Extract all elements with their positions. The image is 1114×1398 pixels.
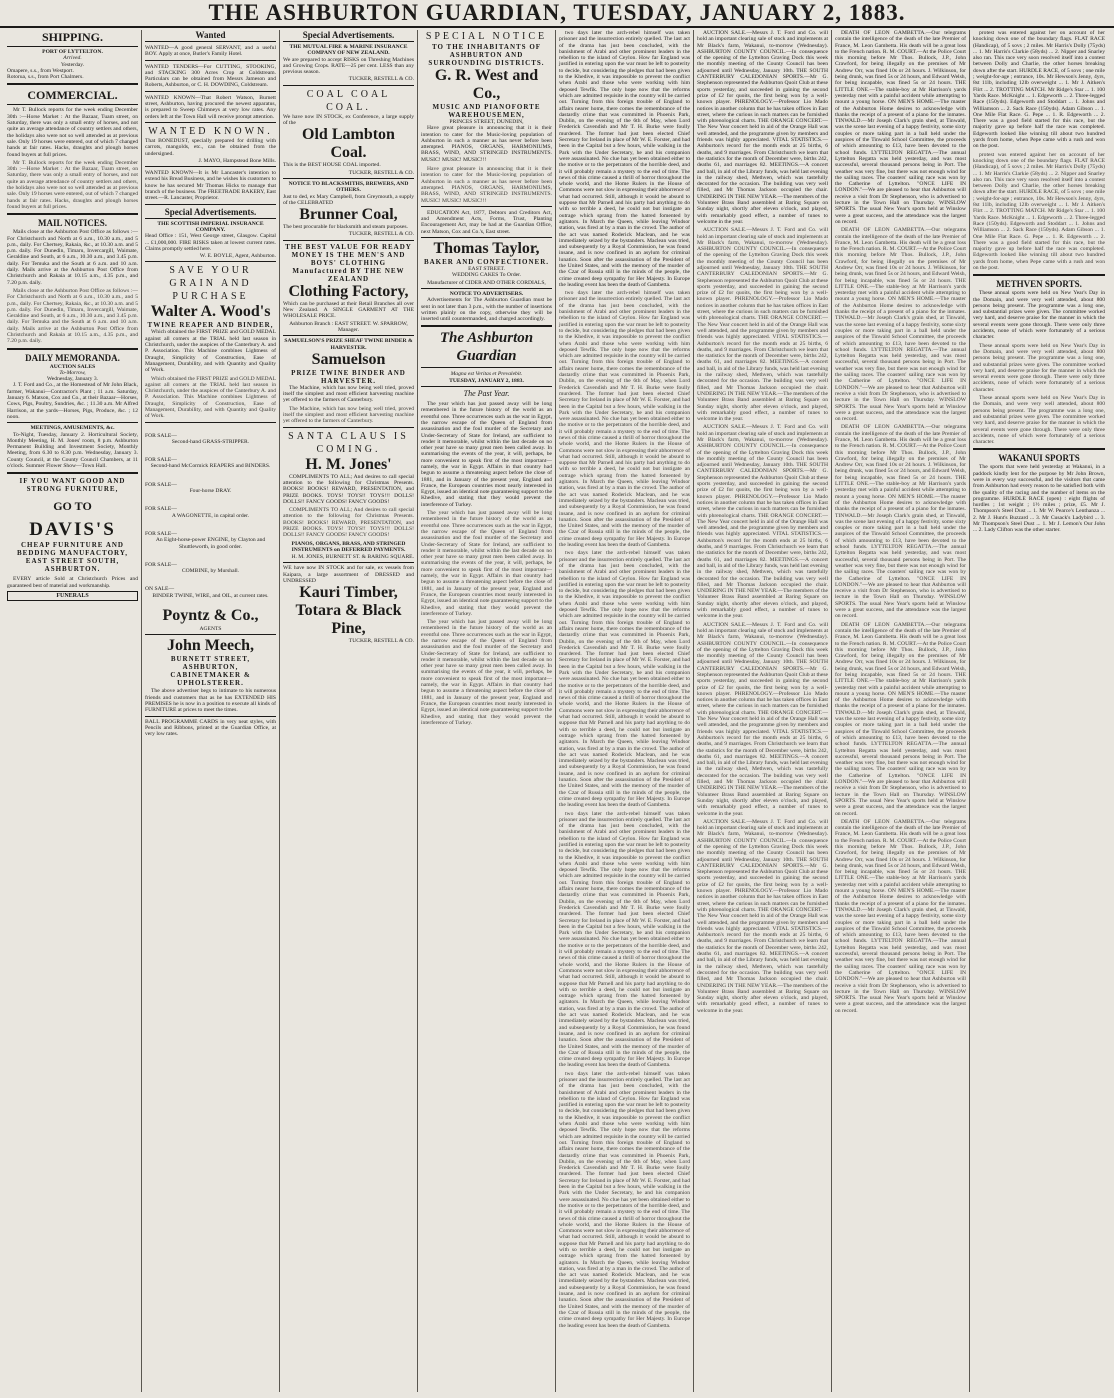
west-name: G. R. West and Co., (434, 67, 539, 102)
clothing-factory-name: Clothing Factory, (288, 282, 409, 300)
special-ads-heading: Special Advertisements. (145, 207, 276, 219)
for-sale-item: COMBINE, by Murshall. (181, 568, 240, 575)
davis-go-to: GO TO (53, 499, 92, 514)
meech-text: The above advertiser begs to intimate to his numerous friends and customers that as he has EXTENDED HIS PREMISES he is now in a position to execute all kinds of FURNITURE at prices to meet the times. (145, 687, 276, 716)
samuelson-text: The Machine, which has now being well tried, proved itself the simplest and most efficient harvesting machine yet offered to the farmers of Canterbury. (283, 384, 414, 404)
davis-intro: IF YOU WANT GOOD AND STRONG FURNITURE, (19, 477, 126, 494)
commercial-report-cont: Mr T. Bullock reports for the week ending December 30th :—Horse Market : At the Bazaar, Tuam street, on Saturday, there was only a small entry of horses, and not quite an average attendance of country settlers and others, the holidays also were not so well attended as at previous sale. Only 19 horses were entered, out of which 7 changed hands at fair rates. Hacks, draughts and plough horses found buyers at full prices. (7, 159, 138, 210)
column-1 (4, 30, 142, 1392)
sports-results: protest was entered against her on account of her knocking down one of the boundary flags. FLAT RACE (Handicap), of 5 sovs ; 2 miles. Mr Harris's Dolly (75yds) ... 1. Mr Harris's Clarkie (58yds) ... 2. Nipper and Snarley also ran. This race very soon resolved itself into a contest between Dolly and Charlie, the other horses breaking down after the start. HURDLE RACE, of 5 sovs ; one mile ; weight-for-age ; entrance, 10s. Mr Hewson's Jenny, 4yrs, 8st 11lb, including 12lb overweight ... 1. Mr J. Aitken's Flirt ... 2. TROTTING MATCH. Mr Ridge's Star ... 1. 100 Yards Race. McKnight ... 1. Edgeworth ... 2. Three-legged Race (150yds). Edgeworth and Stoddart ... 1. Johns and Williamson ... 2. Sack Race (150yds). Adam Gibson ... 1. One Mile Flat Race. G. Pepe ... 1. R. Edgeworth ... 2. There was a good field started for this race, but the majority gave up before half the race was completed. Edgeworth looked like winning till about two hundred yards from home, when Pepe came with a rush and won on the post. (973, 30, 1105, 150)
scottish-insurance-signature: W. E. BOYLE, Agent, Ashburton. (145, 252, 276, 262)
wanted-heading: Wanted (145, 30, 276, 42)
commercial-heading: COMMERCIAL. (27, 88, 118, 103)
commercial-report: Mr T. Bullock reports for the week ending December 30th :—Horse Market : At the Bazaar, Tuam street, on Saturday, there was only a small entry of horses, and not quite an average attendance of country settlers and others, the holidays also were not so well attended as at previous sale. Only 19 horses were entered, out of which 7 changed hands at fair rates. Hacks, draughts and plough horses found buyers at full prices. (7, 107, 138, 158)
clothing-factory-text: Which can be purchased at their Retail Branches all over New Zealand. A SINGLE GARMENT AT THE WHOLESALE PRICE. (283, 300, 414, 320)
to-inhabitants-line: TO THE INHABITANTS OF ASHBURTON AND SURROUNDING DISTRICTS. (428, 43, 545, 67)
twine-reaper-subtitle: TWINE REAPER AND BINDER, (147, 321, 274, 330)
coal-text: We have now IN STOCK, ex Conference, a large supply of the (283, 113, 414, 127)
jones-text: COMPLIMENTS TO ALL; And desires to call special attention to the following for Christmas Presents. BOOKS! BOOKS! REWARD, PRESENTATION, and PRIZE BOOKS. TOYS! TOYS!! TOYS!!! DOLLS! DOLLS!! FANCY GOODS! FANCY GOODS! (283, 473, 414, 505)
wanted-ad: WANTED—A good general SERVANT, and a useful BOY. Apply at once, Butler's Family Hotel. (145, 44, 276, 61)
newspaper-columns (4, 30, 1110, 1392)
west-address: PRINCES STREET, DUNEDIN, (449, 119, 524, 125)
arrived-label: Arrived. (63, 55, 82, 62)
column-4 (418, 30, 556, 1392)
local-news-2: AUCTION SALE.—Messrs J. T. Ford and Co. will hold an important clearing sale of stock and implements at Mr Black's farm, Wakanui, to-morrow (Wednesday). ASHBURTON COUNTY COUNCIL.—In consequence of the opening of the Lyttelton Graving Dock this week the monthly meeting of the County Council has been adjourned until Wednesday, January 10th. THE SOUTH CANTERBURY CALEDONIAN SPORTS.—Mr G. Stephenson represented the Ashburton Quoit Club at these sports yesterday, and succeeded in gaining the second prize of £2 for quoits, the first being won by a well-known player. PHRENOLOGY.—Professor Lio Mado notices in another column that he has taken offices in East street, where the curious in such matters can be furnished with phrenological charts. THE ORANGE CONCERT.—The New Year concert held in aid of the Orange Hall was well attended, and the programme given by members and friends was highly appreciated. VITAL STATISTICS.—Ashburton's record for the month ends at 25 births, 6 deaths, and 9 marriages. From Christchurch we learn that the statistics for the month of December were, births 242, deaths 61, and marriages 82. MEETINGS.—A concert and ball, in aid of the Library funds, was held last evening in the railway shed, Methven, which was tastefully decorated for the occasion. The building was very well filled, and Mr Thomas Jackson occupied the chair. UNDERING IN THE NEW YEAR.—The members of the Volunteer Brass Band assembled at Baring Square on Sunday night, shortly after eleven o'clock, and played, with remarkably good effect, a number of tunes to welcome in the year. (697, 227, 829, 423)
for-sale-item: Second-hand McCormick REAPERS and BINDERS. (150, 463, 271, 470)
meech-trade: CABINETMAKER & UPHOLSTERER. (170, 671, 251, 688)
meech-address: BURNETT STREET, ASHBURTON, (170, 655, 251, 672)
arrival-entry: Omapere, s.s., from Westport. (7, 67, 74, 74)
shipping-heading: SHIPPING. (41, 30, 103, 44)
for-sale-label: FOR SALE— (145, 530, 177, 537)
coal-signature: TUCKER, RESTELL & CO. (283, 169, 414, 179)
local-news-b-5: DEATH OF LEON GAMBETTA.—Our telegrams contain the intelligence of the death of the late Premier of France, M. Leon Gambetta. His death will be a great loss to the French nation. R. M. COURT.—At the Police Court this morning before Mr Thos. Bullock, J.P., John Crawford, for being illegally on the premises of Mr Andrew Orr, was fined 10s or 24 hours. J. Wilkinson, for being drunk, was fined 5s or 24 hours, and Edward Welsh, for being incapable, was fined 5s or 24 hours. THE LITTLE ONE.—The stable-boy at Mr Harrison's yards yesterday met with a painful accident while attempting to mount a young horse. ON MEN'S HOME.—The master of the Ashburton Home desires to acknowledge with thanks the receipt of a present of a piano for the inmates. TINWALD.—Mr Joseph Clark's grain shed, at Tinwald, was the scene last evening of a happy festivity, some sixty couples or more taking part in a ball held under the auspices of the Tinwald School Committee, the proceeds of which amounting to £13, have been devoted to the school funds. LYTTELTON REGATTA.—The annual Lyttelton Regatta was held yesterday, and was most successful, several thousand persons being in Port. The weather was very fine, but there was not enough wind for the sailing races. The coasters' sailing race was won by the Catherine of Lyttelton. "ONCE LIFE IN LONDON."—We are pleased to hear that Ashburton will receive a visit from Dr Stephenson, who is advertised to lecture in the Town Hall on Thursday. WINSLOW SPORTS. The usual New Year's sports held at Winslow were a great success, and the attendance was the largest on record. (835, 818, 966, 1014)
paper-nameplate: The Ashburton Guardian (421, 325, 552, 368)
paper-date: TUESDAY, JANUARY 2, 1883. (421, 378, 552, 387)
santa-heading: SANTA CLAUS IS COMING. (288, 430, 409, 455)
jones-text-cont: COMPLIMENTS TO ALL; And desires to call special attention to the following for Christmas Presents. BOOKS! BOOKS! REWARD, PRESENTATION, and PRIZE BOOKS. TOYS! TOYS!! TOYS!!! DOLLS! DOLLS!! FANCY GOODS! FANCY GOODS! (283, 507, 414, 539)
for-sale-label: FOR SALE— (145, 506, 177, 513)
blacksmiths-notice-title: NOTICE TO BLACKSMITHS, BREWERS, AND OTHERS. (288, 180, 409, 194)
wanted-ad: WANTED KNOWN—It is Mr Lancaster's intention to extend his Bread Business, and he wishes his customers to know he has secured Mr Thomas Hicks to manage that branch of the business. The FREETRADE BAKERY, East street.—R. Lancaster, Proprietor. (145, 169, 276, 204)
sports-results-2: protest was entered against her on account of her knocking down one of the boundary flags. FLAT RACE (Handicap), of 5 sovs ; 2 miles. Mr Harris's Dolly (75yds) ... 1. Mr Harris's Clarkie (58yds) ... 2. Nipper and Snarley also ran. This race very soon resolved itself into a contest between Dolly and Charlie, the other horses breaking down after the start. HURDLE RACE, of 5 sovs ; one mile ; weight-for-age ; entrance, 10s. Mr Hewson's Jenny, 4yrs, 8st 11lb, including 12lb overweight ... 1. Mr J. Aitken's Flirt ... 2. TROTTING MATCH. Mr Ridge's Star ... 1. 100 Yards Race. McKnight ... 1. Edgeworth ... 2. Three-legged Race (150yds). Edgeworth and Stoddart ... 1. Johns and Williamson ... 2. Sack Race (150yds). Adam Gibson ... 1. One Mile Flat Race. G. Pepe ... 1. R. Edgeworth ... 2. There was a good field started for this race, but the majority gave up before half the race was completed. Edgeworth looked like winning till about two hundred yards from home, when Pepe came with a rush and won on the post. (973, 151, 1105, 271)
advertisers-notice-heading: NOTICE TO ADVERTISERS. (449, 290, 524, 297)
mail-notices-text-cont: Mails close at the Ashburton Post Office as follows :— For Christchurch and North at 6 a.m., 10.30 a.m., and 5 p.m., daily. For Chertsey, Rakaia, &c., at 10.30 a.m. and 5 p.m. daily. For Dunedin, Timaru, Invercargill, Waimate, Geraldine and South, at 6 a.m., 10.30 a.m., and 3.45 p.m. daily. For Temuka and the South at 6 a.m. and 10 a.m. daily. Mails arrive at the Ashburton Post Office from Christchurch and Rakaia at 10.15 a.m., 4.35 p.m., and 7.20 p.m. daily. (7, 287, 138, 345)
column-8 (970, 30, 1108, 1392)
local-news-b: DEATH OF LEON GAMBETTA.—Our telegrams contain the intelligence of the death of the late Premier of France, M. Leon Gambetta. His death will be a great loss to the French nation. R. M. COURT.—At the Police Court this morning before Mr Thos. Bullock, J.P., John Crawford, for being illegally on the premises of Mr Andrew Orr, was fined 10s or 24 hours. J. Wilkinson, for being drunk, was fined 5s or 24 hours, and Edward Welsh, for being incapable, was fined 5s or 24 hours. THE LITTLE ONE.—The stable-boy at Mr Harrison's yards yesterday met with a painful accident while attempting to mount a young horse. ON MEN'S HOME.—The master of the Ashburton Home desires to acknowledge with thanks the receipt of a present of a piano for the inmates. TINWALD.—Mr Joseph Clark's grain shed, at Tinwald, was the scene last evening of a happy festivity, some sixty couples or more taking part in a ball held under the auspices of the Tinwald School Committee, the proceeds of which amounting to £13, have been devoted to the school funds. LYTTELTON REGATTA.—The annual Lyttelton Regatta was held yesterday, and was most successful, several thousand persons being in Port. The weather was very fine, but there was not enough wind for the sailing races. The coasters' sailing race was won by the Catherine of Lyttelton. "ONCE LIFE IN LONDON."—We are pleased to hear that Ashburton will receive a visit from Dr Stephenson, who is advertised to lecture in the Town Hall on Thursday. WINSLOW SPORTS. The usual New Year's sports held at Winslow were a great success, and the attendance was the largest on record. (835, 30, 966, 225)
wanted-ad-signature: J. MAYO, Hampstead Bone Mills. (145, 157, 276, 167)
for-sale-label: FOR SALE— (145, 481, 177, 488)
column-2 (142, 30, 280, 1392)
on-sale-label: ON SALE— (145, 586, 175, 593)
editorial-title: The Past Year. (463, 389, 510, 399)
port-heading: PORT OF LYTTELTON. (42, 49, 103, 55)
wood-name: Walter A. Wood's (150, 303, 271, 321)
column-3 (280, 30, 418, 1392)
meetings-heading: MEETINGS, AMUSEMENTS, &c. (30, 425, 115, 432)
west-text-cont: Have great pleasure in announcing that it is their intention to cater for the Music-loving population of Ashburton in such a manner as has never before been attempted. PIANOS, ORGANS, HARMONIUMS, BRASS, WIND, AND STRINGED INSTRUMENTS. MUSIC! MUSIC! MUSIC!!! (421, 165, 552, 207)
poyntz-name: Poyntz & Co., (162, 607, 259, 625)
wakanui-sports-text: The sports that were held yesterday at Wakanui, in a paddock kindly lent for the purpose by Mr John Brown, were in every way successful, and the visitors that came from Ashburton had every reason to be satisfied both with the quality of the racing and the number of items on the programme. HURDLE RACE (open) : eight flights of hurdles ; 1st weight ; 1½ miles ; prize, £5. Mr J. Thompson's Steel Dust ... 1. Mr W. Pearce's Lenthanza ... 2. Mr J. Hunt's Buzzard ... 3. Mr Cusack's Ladybird ... 3. Mr Thompson's Steel Dust ... 1. Mr J. Lemon's Our John ... 2. Lady Clifton was the other starter. (973, 464, 1105, 534)
memoranda-text: J. T. Ford and Co., at the Homestead of Mr John Black, farmer, Wakanui—Contractor's Plant ; 11 a.m. Saturday, January 6. Matson, Cox and Co., at their Bazaar—Horses, Cows, Pigs, Poultry, Sundries, &c. ; 11.30 a.m. Mr Alfred Harrison, at the yards—Horses, Pigs, Produce, &c. ; 12 noon. (7, 382, 138, 420)
special-ads-heading: Special Advertisements. (283, 30, 414, 42)
funerals-box: FUNERALS (7, 591, 138, 601)
poyntz-agents: AGENTS (145, 625, 276, 635)
west-subtitle: MUSIC AND PIANOFORTE WAREHOUSEMEN, (432, 103, 541, 119)
wedding-cakes: WEDDING CAKES To Order. (451, 272, 522, 279)
editorial-continued-3: two days later the arch-rebel himself was taken prisoner and the insurrection entirely quelled. The last act of the drama has just been concluded, with the banishment of Arabi and other prominent leaders in the rebellion to the island of Ceylon. How far England was justified in entering upon the war must be left to posterity to decide, but considering the pledges that had been given to the Khedive, it was impossible to prevent the conflict when Arabi and those who were working with him deposed Tewfik. The only hope now that the reforms which are admitted requisite in the country will be carried out. Turning from this foreign trouble of England to affairs nearer home, there comes the remembrance of the dastardly crime that was committed in Phoenix Park, Dublin, on the evening of the 6th of May, when Lord Frederick Cavendish and Mr T. H. Burke were foully murdered. The former had just been elected Chief Secretary for Ireland in place of Mr W. E. Forster, and had been in the Capital but a few hours, while walking in the Park with the Under Secretary, he and his companion were assassinated. No clue has yet been obtained either to the motive or to the perpetrators of the horrible deed, and it will probably remain a mystery to the end of time. The news of this crime caused a thrill of horror throughout the whole world, and the Home Rulers in the House of Commons were not slow in expressing their abhorrence of what had occurred. Still, although it would be absurd to suppose that Mr Parnell and his party had anything to do with so terrible a deed, he could not but instigate an outrage which sprang from the hatred fomented by agitators. In March the Queen, while leaving Windsor station, was fired at by a man in the crowd. The author of the act was named Roderick Maclean, and he was immediately seized by the bystanders. Maclean was tried, and subsequently by a Royal Commission, he was found insane, and is now confined in an asylum for criminal lunatics. Soon after the assassination of the President of the United States, and with the memory of the murder of the Czar of Russia still in the minds of the people, the crime created deep sympathy for Her Majesty. In Europe the leading event has been the death of Gambetta. (559, 550, 690, 809)
editorial-text: The year which has just passed away will be long remembered in the future history of the world as an eventful one. Three occurrences such as the war in Egypt, the narrow escape of the Queen of England from assassination and the foul murder of the Secretary and Under-Secretary of State for Ireland, are sufficient to render it memorable, whilst within the last decade on no other year have so many great men been called away. In summarising the events of the year, it will, perhaps, be more convenient to speak first of the most important—namely, the war in Egypt. Affairs in that country had begun to assume a threatening aspect before the close of 1881, and in January of the present year, England and France, the European countries most nearly interested in Egypt, issued an identical note guaranteeing support to the Khedive, and stating that they would prevent the interference of Turkey. (421, 401, 552, 508)
methven-sports-text: These annual sports were held on New Year's Day in the Domain, and were very well attended, about 800 persons being present. The programme was a long one, and substantial prizes were given. The committee worked very hard, and deserve praise for the manner in which the several events were gone through. There were only three accidents, none of which were fortunately of a serious character. (973, 290, 1105, 341)
wednesday-label: Wednesday, January 3. (46, 376, 99, 383)
for-sale-item: Second-hand GRASS-STRIPPER. (171, 438, 250, 445)
editorial-continued: two days later the arch-rebel himself was taken prisoner and the insurrection entirely quelled. The last act of the drama has just been concluded, with the banishment of Arabi and other prominent leaders in the rebellion to the island of Ceylon. How far England was justified in entering upon the war must be left to posterity to decide, but considering the pledges that had been given to the Khedive, it was impossible to prevent the conflict when Arabi and those who were working with him deposed Tewfik. The only hope now that the reforms which are admitted requisite in the country will be carried out. Turning from this foreign trouble of England to affairs nearer home, there comes the remembrance of the dastardly crime that was committed in Phoenix Park, Dublin, on the evening of the 6th of May, when Lord Frederick Cavendish and Mr T. H. Burke were foully murdered. The former had just been elected Chief Secretary for Ireland in place of Mr W. E. Forster, and had been in the Capital but a few hours, while walking in the Park with the Under Secretary, he and his companion were assassinated. No clue has yet been obtained either to the motive or to the perpetrators of the horrible deed, and it will probably remain a mystery to the end of time. The news of this crime caused a thrill of horror throughout the whole world, and the Home Rulers in the House of Commons were not slow in expressing their abhorrence of what had occurred. Still, although it would be absurd to suppose that Mr Parnell and his party had anything to do with so terrible a deed, he could not but instigate an outrage which sprang from the hatred fomented by agitators. In March the Queen, while leaving Windsor station, was fired at by a man in the crowd. The author of the act was named Roderick Maclean, and he was immediately seized by the bystanders. Maclean was tried, and subsequently by a Royal Commission, he was found insane, and is now confined in an asylum for criminal lunatics. Soon after the assassination of the President of the United States, and with the memory of the murder of the Czar of Russia still in the minds of the people, the crime created deep sympathy for Her Majesty. In Europe the leading event has been the death of Gambetta. (559, 30, 690, 288)
coal-heading: COAL COAL COAL. (306, 88, 391, 113)
for-sale-item: Four-horse DRAY. (189, 488, 232, 495)
methven-sports-text-2: These annual sports were held on New Year's Day in the Domain, and were very well attended, about 800 persons being present. The programme was a long one, and substantial prizes were given. The committee worked very hard, and deserve praise for the manner in which the several events were gone through. There were only three accidents, none of which were fortunately of a serious character. (973, 342, 1105, 393)
kauri-intro: WE have now IN STOCK and for sale, ex vessels from Kaipara, a large assortment of DRESSED and UNDRESSED (283, 565, 414, 585)
clothing-intro: THE BEST VALUE FOR READY MONEY IS THE MEN'S AND BOYS' CLOTHING Manufactured BY THE NEW ZEALAND (285, 242, 412, 283)
samuelson-subtitle: PRIZE TWINE BINDER AND HARVESTER. (291, 368, 406, 385)
clothing-factory-signature: Ashburton Branch : EAST STREET. W. SPARROW, Manager. (283, 320, 414, 337)
wanted-ad: WANTED TENDERS—For CUTTING, STOOKING, and STACKING 300 Acres Crop at Coldstream. Particulars can be obtained from Messrs Jameson and Roberts, Ashburton, or C. H. DOWDING, Coldstream. (145, 63, 276, 92)
editorial-continued-2: two days later the arch-rebel himself was taken prisoner and the insurrection entirely quelled. The last act of the drama has just been concluded, with the banishment of Arabi and other prominent leaders in the rebellion to the island of Ceylon. How far England was justified in entering upon the war must be left to posterity to decide, but considering the pledges that had been given to the Khedive, it was impossible to prevent the conflict when Arabi and those who were working with him deposed Tewfik. The only hope now that the reforms which are admitted requisite in the country will be carried out. Turning from this foreign trouble of England to affairs nearer home, there comes the remembrance of the dastardly crime that was committed in Phoenix Park, Dublin, on the evening of the 6th of May, when Lord Frederick Cavendish and Mr T. H. Burke were foully murdered. The former had just been elected Chief Secretary for Ireland in place of Mr W. E. Forster, and had been in the Capital but a few hours, while walking in the Park with the Under Secretary, he and his companion were assassinated. No clue has yet been obtained either to the motive or to the perpetrators of the horrible deed, and it will probably remain a mystery to the end of time. The news of this crime caused a thrill of horror throughout the whole world, and the Home Rulers in the House of Commons were not slow in expressing their abhorrence of what had occurred. Still, although it would be absurd to suppose that Mr Parnell and his party had anything to do with so terrible a deed, he could not but instigate an outrage which sprang from the hatred fomented by agitators. In March the Queen, while leaving Windsor station, was fired at by a man in the crowd. The author of the act was named Roderick Maclean, and he was immediately seized by the bystanders. Maclean was tried, and subsequently by a Royal Commission, he was found insane, and is now confined in an asylum for criminal lunatics. Soon after the assassination of the President of the United States, and with the memory of the murder of the Czar of Russia still in the minds of the people, the crime created deep sympathy for Her Majesty. In Europe the leading event has been the death of Gambetta. (559, 290, 690, 549)
lambton-coal-text: This is the BEST HOUSE COAL imported. (283, 162, 381, 169)
totara-name: Totara & Black Pine, (295, 602, 402, 638)
local-news-b-2: DEATH OF LEON GAMBETTA.—Our telegrams contain the intelligence of the death of the late Premier of France, M. Leon Gambetta. His death will be a great loss to the French nation. R. M. COURT.—At the Police Court this morning before Mr Thos. Bullock, J.P., John Crawford, for being illegally on the premises of Mr Andrew Orr, was fined 10s or 24 hours. J. Wilkinson, for being drunk, was fined 5s or 24 hours, and Edward Welsh, for being incapable, was fined 5s or 24 hours. THE LITTLE ONE.—The stable-boy at Mr Harrison's yards yesterday met with a painful accident while attempting to mount a young horse. ON MEN'S HOME.—The master of the Ashburton Home desires to acknowledge with thanks the receipt of a present of a piano for the inmates. TINWALD.—Mr Joseph Clark's grain shed, at Tinwald, was the scene last evening of a happy festivity, some sixty couples or more taking part in a ball held under the auspices of the Tinwald School Committee, the proceeds of which amounting to £13, have been devoted to the school funds. LYTTELTON REGATTA.—The annual Lyttelton Regatta was held yesterday, and was most successful, several thousand persons being in Port. The weather was very fine, but there was not enough wind for the sailing races. The coasters' sailing race was won by the Catherine of Lyttelton. "ONCE LIFE IN LONDON."—We are pleased to hear that Ashburton will receive a visit from Dr Stephenson, who is advertised to lecture in the Town Hall on Thursday. WINSLOW SPORTS. The usual New Year's sports held at Winslow were a great success, and the attendance was the largest on record. (835, 227, 966, 423)
pianos-line: PIANOS, ORGANS, BRASS, AND STRINGED INSTRUMENTS on DEFERRED PAYMENTS. (291, 540, 406, 553)
wanted-ad: WANTED KNOWN—That Robert Watson, Burnett street, Ashburton, having procured the newest apparatus, is prepared to Sweep Chimneys at very low rates. Any orders left at the Town Hall will receive prompt attention. (145, 94, 276, 123)
column-6 (694, 30, 832, 1392)
for-sale-label: FOR SALE— (145, 561, 177, 568)
paper-motto: Magna est Veritas et Prevalebit. (450, 371, 523, 378)
taylor-name: Thomas Taylor, (433, 240, 540, 258)
davis-address: EAST STREET SOUTH, ASHBURTON. (25, 557, 120, 574)
save-grain-heading: SAVE YOUR GRAIN AND PURCHASE (169, 265, 252, 303)
for-sale-label: FOR SALE— (145, 432, 177, 439)
brunner-coal-text: The best procurable for blacksmith and steam purposes. (283, 224, 408, 231)
samuelson-text-cont: The Machine, which has now being well tried, proved itself the simplest and most efficient harvesting machine yet offered to the farmers of Canterbury. (283, 405, 414, 425)
local-news-3: AUCTION SALE.—Messrs J. T. Ford and Co. will hold an important clearing sale of stock and implements at Mr Black's farm, Wakanui, to-morrow (Wednesday). ASHBURTON COUNTY COUNCIL.—In consequence of the opening of the Lyttelton Graving Dock this week the monthly meeting of the County Council has been adjourned until Wednesday, January 10th. THE SOUTH CANTERBURY CALEDONIAN SPORTS.—Mr G. Stephenson represented the Ashburton Quoit Club at these sports yesterday, and succeeded in gaining the second prize of £2 for quoits, the first being won by a well-known player. PHRENOLOGY.—Professor Lio Mado notices in another column that he has taken offices in East street, where the curious in such matters can be furnished with phrenological charts. THE ORANGE CONCERT.—The New Year concert held in aid of the Orange Hall was well attended, and the programme given by members and friends was highly appreciated. VITAL STATISTICS.—Ashburton's record for the month ends at 25 births, 6 deaths, and 9 marriages. From Christchurch we learn that the statistics for the month of December were, births 242, deaths 61, and marriages 82. MEETINGS.—A concert and ball, in aid of the Library funds, was held last evening in the railway shed, Methven, which was tastefully decorated for the occasion. The building was very well filled, and Mr Thomas Jackson occupied the chair. UNDERING IN THE NEW YEAR.—The members of the Volunteer Brass Band assembled at Baring Square on Sunday night, shortly after eleven o'clock, and played, with remarkably good effect, a number of tunes to welcome in the year. (697, 424, 829, 620)
scottish-insurance-title: THE SCOTTISH IMPERIAL INSURANCE COMPANY. (157, 220, 264, 233)
coal-signature: TUCKER, RESTELL & CO. (283, 230, 414, 240)
daily-memoranda-heading: DAILY MEMORANDA. (25, 352, 120, 363)
local-news: AUCTION SALE.—Messrs J. T. Ford and Co. will hold an important clearing sale of stock and implements at Mr Black's farm, Wakanui, to-morrow (Wednesday). ASHBURTON COUNTY COUNCIL.—In consequence of the opening of the Lyttelton Graving Dock this week the monthly meeting of the County Council has been adjourned until Wednesday, January 10th. THE SOUTH CANTERBURY CALEDONIAN SPORTS.—Mr G. Stephenson represented the Ashburton Quoit Club at these sports yesterday, and succeeded in gaining the second prize of £2 for quoits, the first being won by a well-known player. PHRENOLOGY.—Professor Lio Mado notices in another column that he has taken offices in East street, where the curious in such matters can be furnished with phrenological charts. THE ORANGE CONCERT.—The New Year concert held in aid of the Orange Hall was well attended, and the programme given by members and friends was highly appreciated. VITAL STATISTICS.—Ashburton's record for the month ends at 25 births, 6 deaths, and 9 marriages. From Christchurch we learn that the statistics for the month of December were, births 242, deaths 61, and marriages 82. MEETINGS.—A concert and ball, in aid of the Library funds, was held last evening in the railway shed, Methven, which was tastefully decorated for the occasion. The building was very well filled, and Mr Thomas Jackson occupied the chair. UNDERING IN THE NEW YEAR.—The members of the Volunteer Brass Band assembled at Baring Square on Sunday night, shortly after eleven o'clock, and played, with remarkably good effect, a number of tunes to welcome in the year. (697, 30, 829, 225)
local-news-b-3: DEATH OF LEON GAMBETTA.—Our telegrams contain the intelligence of the death of the late Premier of France, M. Leon Gambetta. His death will be a great loss to the French nation. R. M. COURT.—At the Police Court this morning before Mr Thos. Bullock, J.P., John Crawford, for being illegally on the premises of Mr Andrew Orr, was fined 10s or 24 hours. J. Wilkinson, for being drunk, was fined 5s or 24 hours, and Edward Welsh, for being incapable, was fined 5s or 24 hours. THE LITTLE ONE.—The stable-boy at Mr Harrison's yards yesterday met with a painful accident while attempting to mount a young horse. ON MEN'S HOME.—The master of the Ashburton Home desires to acknowledge with thanks the receipt of a present of a piano for the inmates. TINWALD.—Mr Joseph Clark's grain shed, at Tinwald, was the scene last evening of a happy festivity, some sixty couples or more taking part in a ball held under the auspices of the Tinwald School Committee, the proceeds of which amounting to £13, have been devoted to the school funds. LYTTELTON REGATTA.—The annual Lyttelton Regatta was held yesterday, and was most successful, several thousand persons being in Port. The weather was very fine, but there was not enough wind for the sailing races. The coasters' sailing race was won by the Catherine of Lyttelton. "ONCE LIFE IN LONDON."—We are pleased to hear that Ashburton will receive a visit from Dr Stephenson, who is advertised to lecture in the Town Hall on Thursday. WINSLOW SPORTS. The usual New Year's sports held at Winslow were a great success, and the attendance was the largest on record. (835, 424, 966, 620)
scottish-insurance-text: Head Office : 151, West George street, Glasgow. Capital ... £1,000,000. FIRE RISKS taken at lowest current rates. Claims promptly settled here. (145, 233, 276, 252)
masthead: THE ASHBURTON GUARDIAN, TUESDAY, JANUARY 2, 1883. (0, 0, 1114, 28)
samuelson-heading: SAMUELSON'S PRIZE SHEAF TWINE BINDER & HARVESTER. (284, 338, 413, 351)
mail-notices-heading: MAIL NOTICES. (37, 218, 108, 229)
blacksmiths-notice-text: Just to ded, ex Mary Campbell, from Greymouth, a supply of the CELEBRATED (283, 193, 414, 206)
local-news-4: AUCTION SALE.—Messrs J. T. Ford and Co. will hold an important clearing sale of stock and implements at Mr Black's farm, Wakanui, to-morrow (Wednesday). ASHBURTON COUNTY COUNCIL.—In consequence of the opening of the Lyttelton Graving Dock this week the monthly meeting of the County Council has been adjourned until Wednesday, January 10th. THE SOUTH CANTERBURY CALEDONIAN SPORTS.—Mr G. Stephenson represented the Ashburton Quoit Club at these sports yesterday, and succeeded in gaining the second prize of £2 for quoits, the first being won by a well-known player. PHRENOLOGY.—Professor Lio Mado notices in another column that he has taken offices in East street, where the curious in such matters can be furnished with phrenological charts. THE ORANGE CONCERT.—The New Year concert held in aid of the Orange Hall was well attended, and the programme given by members and friends was highly appreciated. VITAL STATISTICS.—Ashburton's record for the month ends at 25 births, 6 deaths, and 9 marriages. From Christchurch we learn that the statistics for the month of December were, births 242, deaths 61, and marriages 82. MEETINGS.—A concert and ball, in aid of the Library funds, was held last evening in the railway shed, Methven, which was tastefully decorated for the occasion. The building was very well filled, and Mr Thomas Jackson occupied the chair. UNDERING IN THE NEW YEAR.—The members of the Volunteer Brass Band assembled at Baring Square on Sunday night, shortly after eleven o'clock, and played, with remarkably good effect, a number of tunes to welcome in the year. (697, 621, 829, 817)
mutual-insurance-title: THE MUTUAL FIRE & MARINE INSURANCE COMPANY OF NEW ZEALAND. (289, 44, 408, 57)
editorial-text-cont: The year which has just passed away will be long remembered in the future history of the world as an eventful one. Three occurrences such as the war in Egypt, the narrow escape of the Queen of England from assassination and the foul murder of the Secretary and Under-Secretary of State for Ireland, are sufficient to render it memorable, whilst within the last decade on no other year have so many great men been called away. In summarising the events of the year, it will, perhaps, be more convenient to speak first of the most important—namely, the war in Egypt. Affairs in that country had begun to assume a threatening aspect before the close of 1881, and in January of the present year, England and France, the European countries most nearly interested in Egypt, issued an identical note guaranteeing support to the Khedive, and stating that they would prevent the interference of Turkey. (421, 510, 552, 617)
lambton-coal-name: Old Lambton Coal. (302, 126, 395, 162)
wood-text: Which obtained the FIRST PRIZE and GOLD MEDAL against all comers at the TRIAL held last season in Christchurch, under the auspices of the Canterbury A. and P. Association. This Machine combines Lightness of Draught, Simplicity of Construction, Ease of Management, Durability, and with Quantity and Quality of Work. (145, 329, 276, 374)
advertisers-notice-text: Advertisements for The Ashburton Guardian must be sent in not later than 3 p.m., with the number of insertions written plainly on the copy, otherwise they will be inserted until countermanded, and charged accordingly. (421, 297, 552, 323)
jones-signature: H. M. JONES, BURNETT ST. & BARING SQUARE. (283, 553, 414, 563)
brunner-coal-name: Brunner Coal, (299, 206, 398, 224)
davis-text: EVERY article Sold at Christchurch Prices and guaranteed best of material and workmanship. (7, 576, 138, 589)
column-5 (556, 30, 694, 1392)
editorial-continued-4: two days later the arch-rebel himself was taken prisoner and the insurrection entirely quelled. The last act of the drama has just been concluded, with the banishment of Arabi and other prominent leaders in the rebellion to the island of Ceylon. How far England was justified in entering upon the war must be left to posterity to decide, but considering the pledges that had been given to the Khedive, it was impossible to prevent the conflict when Arabi and those who were working with him deposed Tewfik. The only hope now that the reforms which are admitted requisite in the country will be carried out. Turning from this foreign trouble of England to affairs nearer home, there comes the remembrance of the dastardly crime that was committed in Phoenix Park, Dublin, on the evening of the 6th of May, when Lord Frederick Cavendish and Mr T. H. Burke were foully murdered. The former had just been elected Chief Secretary for Ireland in place of Mr W. E. Forster, and had been in the Capital but a few hours, while walking in the Park with the Under Secretary, he and his companion were assassinated. No clue has yet been obtained either to the motive or to the perpetrators of the horrible deed, and it will probably remain a mystery to the end of time. The news of this crime caused a thrill of horror throughout the whole world, and the Home Rulers in the House of Commons were not slow in expressing their abhorrence of what had occurred. Still, although it would be absurd to suppose that Mr Parnell and his party had anything to do with so terrible a deed, he could not but instigate an outrage which sprang from the hatred fomented by agitators. In March the Queen, while leaving Windsor station, was fired at by a man in the crowd. The author of the act was named Roderick Maclean, and he was immediately seized by the bystanders. Maclean was tried, and subsequently by a Royal Commission, he was found insane, and is now confined in an asylum for criminal lunatics. Soon after the assassination of the President of the United States, and with the memory of the murder of the Czar of Russia still in the minds of the people, the crime created deep sympathy for Her Majesty. In Europe the leading event has been the death of Gambetta. (559, 810, 690, 1069)
editorial-continued-5: two days later the arch-rebel himself was taken prisoner and the insurrection entirely quelled. The last act of the drama has just been concluded, with the banishment of Arabi and other prominent leaders in the rebellion to the island of Ceylon. How far England was justified in entering upon the war must be left to posterity to decide, but considering the pledges that had been given to the Khedive, it was impossible to prevent the conflict when Arabi and those who were working with him deposed Tewfik. The only hope now that the reforms which are admitted requisite in the country will be carried out. Turning from this foreign trouble of England to affairs nearer home, there comes the remembrance of the dastardly crime that was committed in Phoenix Park, Dublin, on the evening of the 6th of May, when Lord Frederick Cavendish and Mr T. H. Burke were foully murdered. The former had just been elected Chief Secretary for Ireland in place of Mr W. E. Forster, and had been in the Capital but a few hours, while walking in the Park with the Under Secretary, he and his companion were assassinated. No clue has yet been obtained either to the motive or to the perpetrators of the horrible deed, and it will probably remain a mystery to the end of time. The news of this crime caused a thrill of horror throughout the whole world, and the Home Rulers in the House of Commons were not slow in expressing their abhorrence of what had occurred. Still, although it would be absurd to suppose that Mr Parnell and his party had anything to do with so terrible a deed, he could not but instigate an outrage which sprang from the hatred fomented by agitators. In March the Queen, while leaving Windsor station, was fired at by a man in the crowd. The author of the act was named Roderick Maclean, and he was immediately seized by the bystanders. Maclean was tried, and subsequently by a Royal Commission, he was found insane, and is now confined in an asylum for criminal lunatics. Soon after the assassination of the President of the United States, and with the memory of the murder of the Czar of Russia still in the minds of the people, the crime created deep sympathy for Her Majesty. In Europe the leading event has been the death of Gambetta. (559, 1070, 690, 1329)
on-sale-item: BINDER TWINE, WIRE, and OIL, at current rates. (152, 592, 269, 599)
taylor-street: EAST STREET. (468, 266, 505, 273)
mutual-insurance-text: We are prepared to accept RISKS on Threshing Machines and Growing Crops. RATE—25 per cent. LESS than any previous season. (283, 56, 414, 76)
wanted-ad: That BONEDUST, specially prepared for drilling with carrots, mangolds, etc., can be obtained from the undersigned. (145, 137, 276, 157)
taylor-trade: BAKER AND CONFECTIONER. (423, 258, 550, 267)
methven-sports-heading: METHVEN SPORTS. (996, 279, 1082, 290)
yesterday-label: Yesterday. (60, 61, 85, 68)
local-news-5: AUCTION SALE.—Messrs J. T. Ford and Co. will hold an important clearing sale of stock and implements at Mr Black's farm, Wakanui, to-morrow (Wednesday). ASHBURTON COUNTY COUNCIL.—In consequence of the opening of the Lyttelton Graving Dock this week the monthly meeting of the County Council has been adjourned until Wednesday, January 10th. THE SOUTH CANTERBURY CALEDONIAN SPORTS.—Mr G. Stephenson represented the Ashburton Quoit Club at these sports yesterday, and succeeded in gaining the second prize of £2 for quoits, the first being won by a well-known player. PHRENOLOGY.—Professor Lio Mado notices in another column that he has taken offices in East street, where the curious in such matters can be furnished with phrenological charts. THE ORANGE CONCERT.—The New Year concert held in aid of the Orange Hall was well attended, and the programme given by members and friends was highly appreciated. VITAL STATISTICS.—Ashburton's record for the month ends at 25 births, 6 deaths, and 9 marriages. From Christchurch we learn that the statistics for the month of December were, births 242, deaths 61, and marriages 82. MEETINGS.—A concert and ball, in aid of the Library funds, was held last evening in the railway shed, Methven, which was tastefully decorated for the occasion. The building was very well filled, and Mr Thomas Jackson occupied the chair. UNDERING IN THE NEW YEAR.—The members of the Volunteer Brass Band assembled at Baring Square on Sunday night, shortly after eleven o'clock, and played, with remarkably good effect, a number of tunes to welcome in the year. (697, 818, 829, 1014)
mail-notices-text: Mails close at the Ashburton Post Office as follows :— For Christchurch and North at 6 a.m., 10.30 a.m., and 5 p.m., daily. For Chertsey, Rakaia, &c., at 10.30 a.m. and 5 p.m. daily. For Dunedin, Timaru, Invercargill, Waimate, Geraldine and South, at 6 a.m., 10.30 a.m., and 3.45 p.m. daily. For Temuka and the South at 6 a.m. and 10 a.m. daily. Mails arrive at the Ashburton Post Office from Christchurch and Rakaia at 10.15 a.m., 4.35 p.m., and 7.20 p.m. daily. (7, 229, 138, 286)
davis-subtitle: CHEAP FURNITURE AND BEDDING MANUFACTORY, (16, 541, 129, 558)
editorial-text-cont: The year which has just passed away will be long remembered in the future history of the world as an eventful one. Three occurrences such as the war in Egypt, the narrow escape of the Queen of England from assassination and the foul murder of the Secretary and Under-Secretary of State for Ireland, are sufficient to render it memorable, whilst within the last decade on no other year have so many great men been called away. In summarising the events of the year, it will, perhaps, be more convenient to speak first of the most important—namely, the war in Egypt. Affairs in that country had begun to assume a threatening aspect before the close of 1881, and in January of the present year, England and France, the European countries most nearly interested in Egypt, issued an identical note guaranteeing support to the Khedive, and stating that they would prevent the interference of Turkey. (421, 619, 552, 726)
ball-programme-ad: BALL PROGRAMME CARDS in very neat styles, with Pencils and Ribbons, printed at the Guardian Office, at very low rates. (145, 718, 276, 738)
samuelson-name: Samuelson (311, 350, 386, 368)
column-7 (832, 30, 970, 1392)
tomorrow-label: To-Morrow, (59, 369, 86, 376)
special-notice-heading: SPECIAL NOTICE (425, 31, 548, 42)
west-text: Have great pleasure in announcing that it is their intention to cater for the Music-loving population of Ashburton in such a manner as has never before been attempted. PIANOS, ORGANS, HARMONIUMS, BRASS, WIND, AND STRINGED INSTRUMENTS. MUSIC! MUSIC! MUSIC!!! (421, 125, 552, 163)
meetings-text: To-Night, Tuesday, January 2. Horticultural Society, Monthly Meeting, H. M. Jones' room, 8 p.m. Ashburton Permanent Building and Investment Society, Monthly Meeting, from 6.30 to 8.30 p.m. Wednesday, January 3. County Council, at the County Council Chambers, at 11 o'clock. Summer Flower Show—Town Hall. (7, 431, 138, 470)
for-sale-item: An Eight-horse-power ENGINE, by Clayton and Shuttleworth, in good order. (155, 537, 266, 550)
meech-name: John Meech, (166, 637, 255, 655)
methven-sports-text-3: These annual sports were held on New Year's Day in the Domain, and were very well attended, about 800 persons being present. The programme was a long one, and substantial prizes were given. The committee worked very hard, and deserve praise for the manner in which the several events were gone through. There were only three accidents, none of which were fortunately of a serious character. (973, 395, 1105, 446)
auction-sales-heading: AUCTION SALES (49, 363, 96, 370)
wakanui-sports-heading: WAKANUI SPORTS (998, 453, 1080, 464)
mutual-insurance-signature: TUCKER, RESTELL & CO. (283, 75, 414, 85)
davis-name: DAVIS'S (29, 519, 116, 541)
jones-name: H. M. Jones' (305, 455, 392, 473)
kauri-timber-name: Kauri Timber, (299, 584, 398, 602)
for-sale-label: FOR SALE— (145, 457, 177, 464)
wood-text-cont: Which obtained the FIRST PRIZE and GOLD MEDAL against all comers at the TRIAL held last season in Christchurch, under the auspices of the Canterbury A. and P. Association. This Machine combines Lightness of Draught, Simplicity of Construction, Ease of Management, Durability, and with Quantity and Quality of Work. (145, 375, 276, 420)
local-news-b-4: DEATH OF LEON GAMBETTA.—Our telegrams contain the intelligence of the death of the late Premier of France, M. Leon Gambetta. His death will be a great loss to the French nation. R. M. COURT.—At the Police Court this morning before Mr Thos. Bullock, J.P., John Crawford, for being illegally on the premises of Mr Andrew Orr, was fined 10s or 24 hours. J. Wilkinson, for being drunk, was fined 5s or 24 hours, and Edward Welsh, for being incapable, was fined 5s or 24 hours. THE LITTLE ONE.—The stable-boy at Mr Harrison's yards yesterday met with a painful accident while attempting to mount a young horse. ON MEN'S HOME.—The master of the Ashburton Home desires to acknowledge with thanks the receipt of a present of a piano for the inmates. TINWALD.—Mr Joseph Clark's grain shed, at Tinwald, was the scene last evening of a happy festivity, some sixty couples or more taking part in a ball held under the auspices of the Tinwald School Committee, the proceeds of which amounting to £13, have been devoted to the school funds. LYTTELTON REGATTA.—The annual Lyttelton Regatta was held yesterday, and was most successful, several thousand persons being in Port. The weather was very fine, but there was not enough wind for the sailing races. The coasters' sailing race was won by the Catherine of Lyttelton. "ONCE LIFE IN LONDON."—We are pleased to hear that Ashburton will receive a visit from Dr Stephenson, who is advertised to lecture in the Town Hall on Thursday. WINSLOW SPORTS. The usual New Year's sports held at Winslow were a great success, and the attendance was the largest on record. (835, 621, 966, 817)
arrival-entry: Rotorua, s.s., from Port Chalmers. (7, 74, 84, 81)
education-act-ad: EDUCATION Act, 1877, Debtors and Creditors Act, and Amendment Acts, Forms, Trust, Planting Encouragement Act, may be had at the Guardian Office, next Matson, Cox and Co.'s, East street. (421, 209, 552, 238)
for-sale-item: A WAGONETTE, in capital order. (171, 512, 250, 519)
cider-line: Manufacturer of CIDER AND OTHER CORDIALS, (421, 279, 552, 289)
kauri-signature: TUCKER, RESTELL & CO. (348, 638, 414, 645)
wanted-known-heading: WANTED KNOWN. (148, 125, 273, 137)
